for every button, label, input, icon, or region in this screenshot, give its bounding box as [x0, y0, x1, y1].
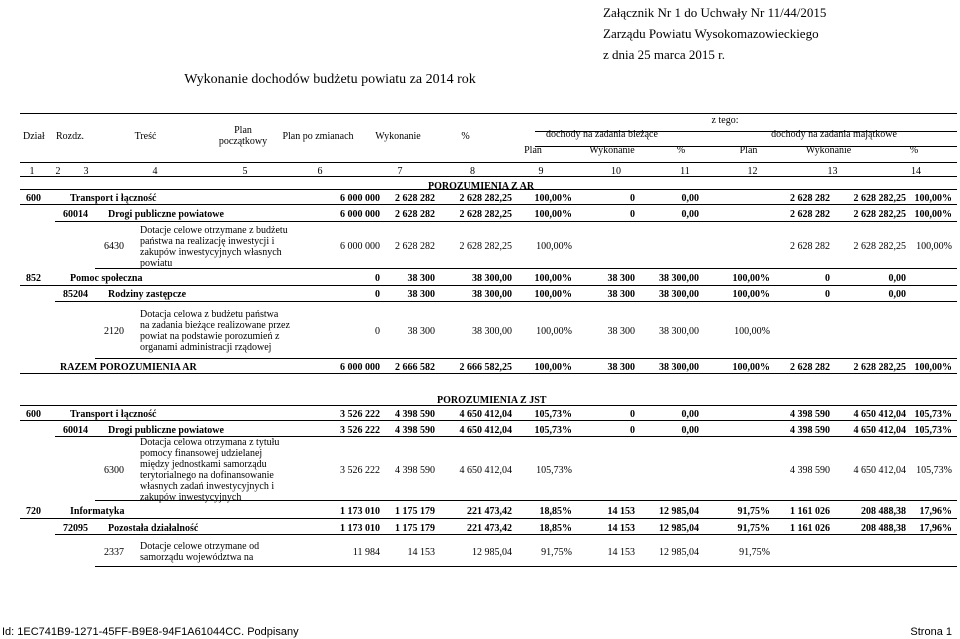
value-c7: 221 473,42: [467, 505, 512, 517]
col-tresc: Treść: [134, 130, 157, 142]
total-c14: 100,00%: [914, 362, 952, 373]
table-row: [0, 423, 960, 437]
table-row: [0, 287, 960, 302]
value-c9: 38 300: [607, 289, 635, 300]
column-number: 9: [538, 166, 544, 177]
row-name: Rodziny zastępcze: [108, 289, 187, 300]
value-c7: 38 300,00: [472, 289, 512, 300]
value-c10: 12 985,04: [659, 546, 699, 558]
paragraf-code: 2120: [104, 325, 124, 337]
value-c11: [700, 207, 770, 222]
col-plan-po-zmianach: Plan po zmianach: [282, 130, 354, 142]
dzial-code: 720: [26, 505, 41, 517]
value-c9: 14 153: [607, 522, 635, 534]
value-c5: 3 526 222: [340, 464, 380, 476]
value-c6: 4 398 590: [395, 424, 435, 436]
value-c12: 2 628 282: [790, 193, 830, 204]
total-c6: 2 666 582: [395, 362, 435, 373]
dzial-code: 600: [26, 193, 41, 204]
total-c8: 100,00%: [534, 362, 572, 373]
value-c12: 4 398 590: [790, 424, 830, 436]
value-c14: [906, 271, 952, 286]
col-biezace: dochody na zadania bieżące: [546, 128, 658, 140]
table-row: [0, 192, 960, 205]
column-number: 5: [242, 166, 248, 177]
value-c11: [700, 439, 770, 501]
header-line-1: Załącznik Nr 1 do Uchwały Nr 11/44/2015: [603, 5, 827, 20]
col-dzial: Dział: [23, 130, 45, 142]
col-m-wyk: Wykonanie: [805, 144, 852, 156]
value-c7: 2 628 282,25: [459, 241, 512, 252]
value-c5: 3 526 222: [340, 408, 380, 420]
header-line-3: z dnia 25 marca 2015 r.: [603, 47, 726, 62]
row-name: Dotacja celowa otrzymana z tytułu pomocy finansowej udzielanej między jednostkami samorządu terytorialnego na dofinansowanie własnych zadań inwestycyjnych i zakupów inwestycyjnych: [140, 437, 280, 503]
value-c6: 2 628 282: [395, 209, 435, 220]
row-name: Transport i łączność: [70, 408, 157, 420]
row-name: Dotacja celowa z budżetu państwa na zadania bieżące realizowane przez powiat na podstawie porozumień z organami administracji rządowej: [140, 309, 290, 353]
value-c7: 2 628 282,25: [459, 209, 512, 220]
section-title-ar: POROZUMIENIA Z AR: [428, 181, 535, 192]
value-c13: 4 650 412,04: [853, 424, 906, 436]
document-title-wrap: [0, 72, 960, 88]
value-c12: 2 628 282: [790, 209, 830, 220]
value-c6: 1 175 179: [395, 505, 435, 517]
value-c14: [906, 537, 952, 567]
value-c11: 91,75%: [737, 505, 770, 517]
value-c9: 0: [630, 209, 635, 220]
value-c8: 100,00%: [534, 273, 572, 284]
value-c10: 0,00: [681, 424, 699, 436]
value-c12: 1 161 026: [790, 505, 830, 517]
footer-page: Strona 1: [910, 626, 952, 638]
value-c8: 105,73%: [534, 424, 572, 436]
rozdzial-code: 60014: [63, 424, 88, 436]
value-c11: [700, 423, 770, 437]
table-row: [0, 521, 960, 535]
value-c14: 100,00%: [916, 241, 952, 252]
row-name: Dotacje celowe otrzymane od samorządu województwa na: [140, 541, 260, 563]
col-plan-poczatkowy: Plan początkowy: [218, 125, 268, 147]
value-c14: 100,00%: [914, 209, 952, 220]
value-c14: [906, 303, 952, 359]
value-c13: 208 488,38: [861, 505, 906, 517]
value-c10: 0,00: [681, 193, 699, 204]
value-c12: 4 398 590: [790, 464, 830, 476]
value-c10: 12 985,04: [659, 505, 699, 517]
total-label: RAZEM POROZUMIENIA AR: [60, 362, 197, 373]
paragraf-code: 2337: [104, 546, 124, 558]
total-c12: 2 628 282: [790, 362, 830, 373]
value-c8: 91,75%: [541, 546, 572, 558]
value-c13: 2 628 282,25: [853, 193, 906, 204]
value-c12: [772, 537, 830, 567]
document-title: Wykonanie dochodów budżetu powiatu za 2014 rok: [184, 72, 476, 87]
column-number: 14: [911, 166, 921, 177]
table-row: [0, 303, 960, 359]
rozdzial-code: 72095: [63, 522, 88, 534]
column-header: [20, 114, 957, 158]
col-z-tego: z tego:: [711, 114, 739, 126]
row-name: Drogi publiczne powiatowe: [108, 424, 224, 436]
value-c14: [906, 287, 952, 302]
value-c11: 100,00%: [734, 325, 770, 337]
total-row: [0, 361, 960, 374]
table-row: [0, 207, 960, 222]
col-b-plan: Plan: [524, 144, 542, 156]
value-c6: 38 300: [407, 273, 435, 284]
value-c7: 4 650 412,04: [459, 408, 512, 420]
value-c5: 3 526 222: [340, 424, 380, 436]
value-c5: 1 173 010: [340, 522, 380, 534]
value-c13: 4 650 412,04: [853, 464, 906, 476]
value-c7: 2 628 282,25: [459, 193, 512, 204]
value-c13: 0,00: [888, 273, 906, 284]
value-c6: 4 398 590: [395, 464, 435, 476]
value-c13: 208 488,38: [861, 522, 906, 534]
table-rule: [20, 405, 957, 406]
value-c14: 17,96%: [919, 522, 952, 534]
section-title-jst: POROZUMIENIA Z JST: [437, 395, 547, 406]
value-c12: 1 161 026: [790, 522, 830, 534]
value-c9: 14 153: [607, 546, 635, 558]
value-c9: 0: [630, 408, 635, 420]
col-b-proc: %: [676, 144, 686, 156]
value-c13: 2 628 282,25: [853, 241, 906, 252]
total-c9: 38 300: [607, 362, 635, 373]
value-c8: 100,00%: [534, 209, 572, 220]
value-c9: 0: [630, 424, 635, 436]
value-c9: [575, 439, 635, 501]
value-c5: 0: [375, 273, 380, 284]
table-row: [0, 271, 960, 286]
header-line-2: Zarządu Powiatu Wysokomazowieckiego: [603, 26, 819, 41]
col-wykonanie: Wykonanie: [375, 130, 421, 142]
value-c11: 100,00%: [732, 289, 770, 300]
column-number: 6: [317, 166, 323, 177]
value-c12: 4 398 590: [790, 408, 830, 420]
column-number: 11: [680, 166, 690, 177]
total-c5: 6 000 000: [340, 362, 380, 373]
value-c9: 0: [630, 193, 635, 204]
value-c7: 12 985,04: [472, 546, 512, 558]
value-c8: 100,00%: [534, 289, 572, 300]
row-name: Pozostała działalność: [108, 522, 199, 534]
value-c5: 6 000 000: [340, 241, 380, 252]
value-c10: 38 300,00: [659, 273, 699, 284]
table-row: [0, 407, 960, 421]
value-c5: 0: [375, 325, 380, 337]
value-c13: [832, 303, 906, 359]
value-c5: 11 984: [352, 546, 380, 558]
column-number: 3: [83, 166, 89, 177]
value-c12: 0: [825, 289, 830, 300]
row-name: Pomoc społeczna: [70, 273, 143, 284]
value-c10: [635, 439, 699, 501]
column-number: 2: [55, 166, 61, 177]
value-c13: 4 650 412,04: [853, 408, 906, 420]
value-c14: 17,96%: [919, 505, 952, 517]
table-rule: [20, 189, 957, 190]
value-c7: 4 650 412,04: [459, 464, 512, 476]
value-c10: 38 300,00: [659, 325, 699, 337]
value-c5: 6 000 000: [340, 193, 380, 204]
value-c10: 0,00: [681, 209, 699, 220]
value-c11: [700, 407, 770, 421]
column-number: 12: [747, 166, 758, 177]
column-number: 10: [611, 166, 621, 177]
value-c8: 100,00%: [536, 325, 572, 337]
column-number: 1: [29, 166, 35, 177]
value-c6: 14 153: [407, 546, 435, 558]
table-row: [0, 224, 960, 269]
header-block: [603, 2, 826, 65]
table-rule: [535, 131, 957, 132]
value-c10: 12 985,04: [659, 522, 699, 534]
total-c13: 2 628 282,25: [853, 362, 906, 373]
col-procent: %: [461, 130, 470, 142]
total-c11: 100,00%: [732, 362, 770, 373]
value-c12: [772, 303, 830, 359]
value-c9: 14 153: [607, 505, 635, 517]
value-c7: 38 300,00: [472, 325, 512, 337]
value-c8: 105,73%: [534, 408, 572, 420]
value-c8: 18,85%: [539, 522, 572, 534]
footer-id: Id: 1EC741B9-1271-45FF-B9E8-94F1A61044CC. Podpisany: [2, 626, 299, 638]
row-name: Transport i łączność: [70, 193, 157, 204]
value-c7: 38 300,00: [472, 273, 512, 284]
paragraf-code: 6430: [104, 241, 124, 252]
value-c13: 2 628 282,25: [853, 209, 906, 220]
paragraf-code: 6300: [104, 464, 124, 476]
value-c11: 100,00%: [732, 273, 770, 284]
value-c7: 4 650 412,04: [459, 424, 512, 436]
column-number: 7: [397, 166, 403, 177]
table-rule: [535, 146, 957, 147]
value-c13: [832, 537, 906, 567]
value-c14: 100,00%: [914, 193, 952, 204]
value-c10: [635, 224, 699, 269]
col-rozdz: Rozdz.: [56, 130, 85, 142]
table-rule: [20, 162, 957, 163]
value-c8: 100,00%: [536, 241, 572, 252]
table-row: [0, 439, 960, 501]
value-c6: 1 175 179: [395, 522, 435, 534]
value-c12: 0: [825, 273, 830, 284]
table-rule: [20, 113, 957, 114]
value-c7: 221 473,42: [467, 522, 512, 534]
total-c7: 2 666 582,25: [459, 362, 512, 373]
col-m-proc: %: [909, 144, 919, 156]
column-number: 13: [827, 166, 838, 177]
value-c5: 1 173 010: [340, 505, 380, 517]
column-number: 4: [152, 166, 158, 177]
row-name: Dotacje celowe otrzymane z budżetu państwa na realizację inwestycji i zakupów inwestycyjnych własnych powiatu: [140, 224, 288, 269]
table-row: [0, 503, 960, 519]
dzial-code: 852: [26, 273, 41, 284]
value-c6: 2 628 282: [395, 193, 435, 204]
value-c9: [575, 224, 635, 269]
value-c11: 91,75%: [737, 522, 770, 534]
value-c5: 6 000 000: [340, 209, 380, 220]
row-name: Informatyka: [70, 505, 125, 517]
value-c10: 0,00: [681, 408, 699, 420]
value-c12: 2 628 282: [790, 241, 830, 252]
dzial-code: 600: [26, 408, 41, 420]
total-c10: 38 300,00: [659, 362, 699, 373]
value-c9: 38 300: [607, 325, 635, 337]
value-c5: 0: [375, 289, 380, 300]
value-c14: 105,73%: [916, 464, 952, 476]
value-c6: 38 300: [407, 325, 435, 337]
value-c6: 4 398 590: [395, 408, 435, 420]
table-row: [0, 537, 960, 567]
value-c8: 18,85%: [539, 505, 572, 517]
col-majatkowe: dochody na zadania majątkowe: [771, 128, 897, 140]
value-c14: 105,73%: [914, 424, 952, 436]
col-b-wyk: Wykonanie: [589, 144, 635, 156]
col-m-plan: Plan: [739, 144, 758, 156]
table-rule: [20, 176, 957, 177]
row-name: Drogi publiczne powiatowe: [108, 209, 224, 220]
value-c6: 2 628 282: [395, 241, 435, 252]
value-c8: 100,00%: [534, 193, 572, 204]
value-c13: 0,00: [888, 289, 906, 300]
value-c9: 38 300: [607, 273, 635, 284]
column-number: 8: [470, 166, 475, 177]
value-c10: 38 300,00: [659, 289, 699, 300]
value-c14: 105,73%: [914, 408, 952, 420]
value-c11: [700, 192, 770, 205]
rozdzial-code: 60014: [63, 209, 88, 220]
rozdzial-code: 85204: [63, 289, 88, 300]
value-c11: 91,75%: [739, 546, 770, 558]
value-c8: 105,73%: [536, 464, 572, 476]
value-c11: [700, 224, 770, 269]
value-c6: 38 300: [407, 289, 435, 300]
